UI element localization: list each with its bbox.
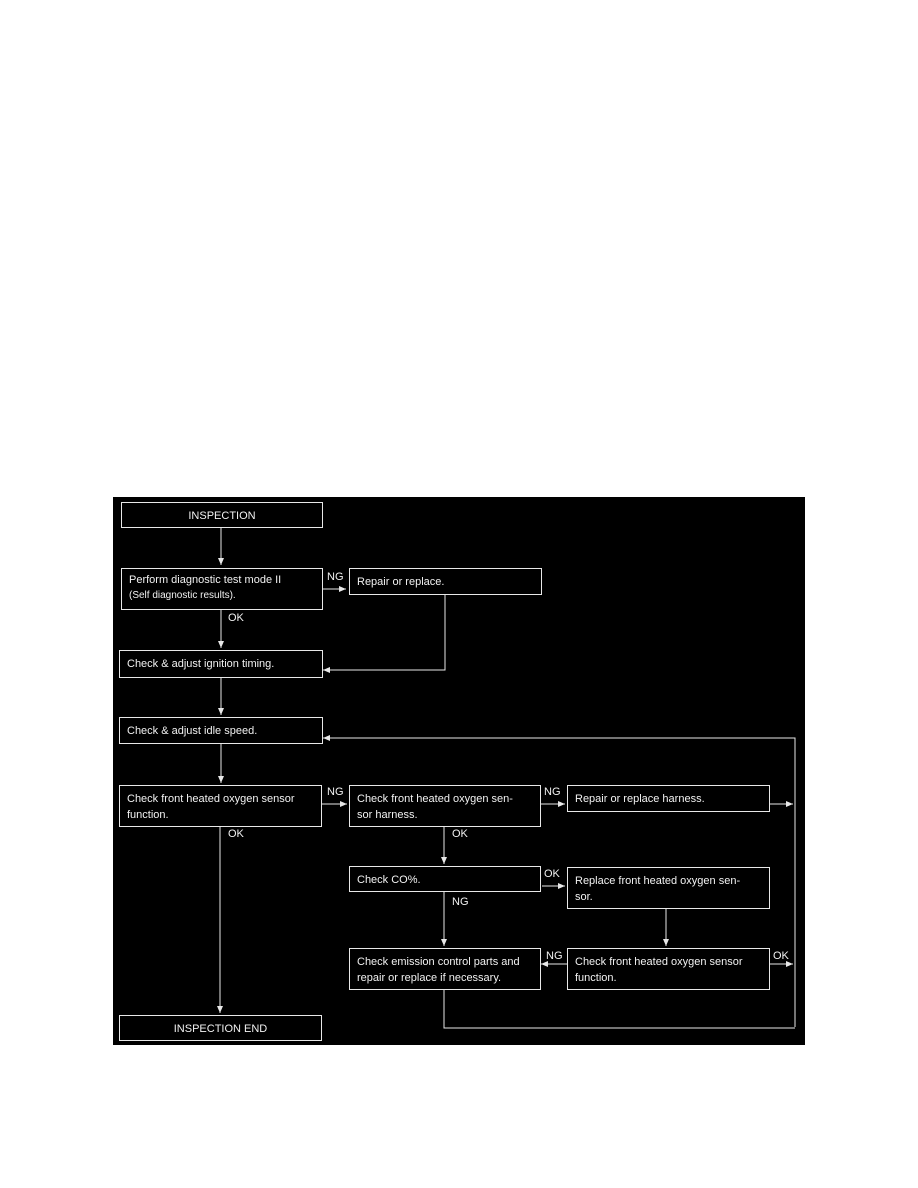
repair-harness-node	[567, 785, 770, 812]
o2-harness-label-2: sor harness.	[357, 809, 418, 821]
diag-mode-node	[121, 568, 323, 610]
emission-parts-node	[349, 948, 541, 990]
idle-speed-node	[119, 717, 323, 744]
label-ng-o2: NG	[327, 786, 344, 798]
line-emission-to-loop	[444, 987, 795, 1028]
replace-o2-node	[567, 867, 770, 909]
inspection-node	[121, 502, 323, 528]
check-co-label: Check CO%.	[357, 874, 421, 886]
label-ok-diag: OK	[228, 612, 244, 624]
repair-replace-label: Repair or replace.	[357, 576, 445, 588]
diag-mode-label-2: (Self diagnostic results).	[129, 590, 236, 601]
emission-parts-label-1: Check emission control parts and	[357, 956, 520, 968]
o2-function2-label-1: Check front heated oxygen sensor	[575, 956, 743, 968]
diag-mode-label-1: Perform diagnostic test mode II	[129, 574, 282, 586]
replace-o2-label-2: sor.	[575, 891, 593, 903]
label-ng-harness: NG	[544, 786, 561, 798]
o2-function-label-2: function.	[127, 809, 169, 821]
o2-function2-node	[567, 948, 770, 990]
inspection-label: INSPECTION	[188, 510, 256, 522]
arrow-repair-return	[323, 595, 445, 670]
label-ok-o2-2: OK	[773, 950, 789, 962]
ignition-timing-node	[119, 650, 323, 678]
o2-function2-label-2: function.	[575, 972, 617, 984]
label-ng-o2-2: NG	[546, 950, 563, 962]
o2-harness-label-1: Check front heated oxygen sen-	[357, 793, 513, 805]
ignition-timing-label: Check & adjust ignition timing.	[127, 658, 275, 670]
label-ng-diag: NG	[327, 571, 344, 583]
label-ok-o2: OK	[228, 828, 244, 840]
idle-speed-label: Check & adjust idle speed.	[127, 725, 258, 737]
o2-harness-node	[349, 785, 541, 827]
repair-replace-node	[349, 568, 542, 595]
flowchart	[113, 497, 805, 1045]
label-ok-co: OK	[544, 868, 560, 880]
check-co-node	[349, 866, 541, 892]
label-ng-co: NG	[452, 896, 469, 908]
inspection-end-label: INSPECTION END	[173, 1023, 268, 1035]
o2-function-node	[119, 785, 322, 827]
label-ok-harness: OK	[452, 828, 468, 840]
replace-o2-label-1: Replace front heated oxygen sen-	[575, 875, 741, 887]
o2-function-label-1: Check front heated oxygen sensor	[127, 793, 295, 805]
inspection-end-node	[119, 1015, 322, 1041]
repair-harness-label: Repair or replace harness.	[575, 793, 705, 805]
emission-parts-label-2: repair or replace if necessary.	[357, 972, 502, 984]
